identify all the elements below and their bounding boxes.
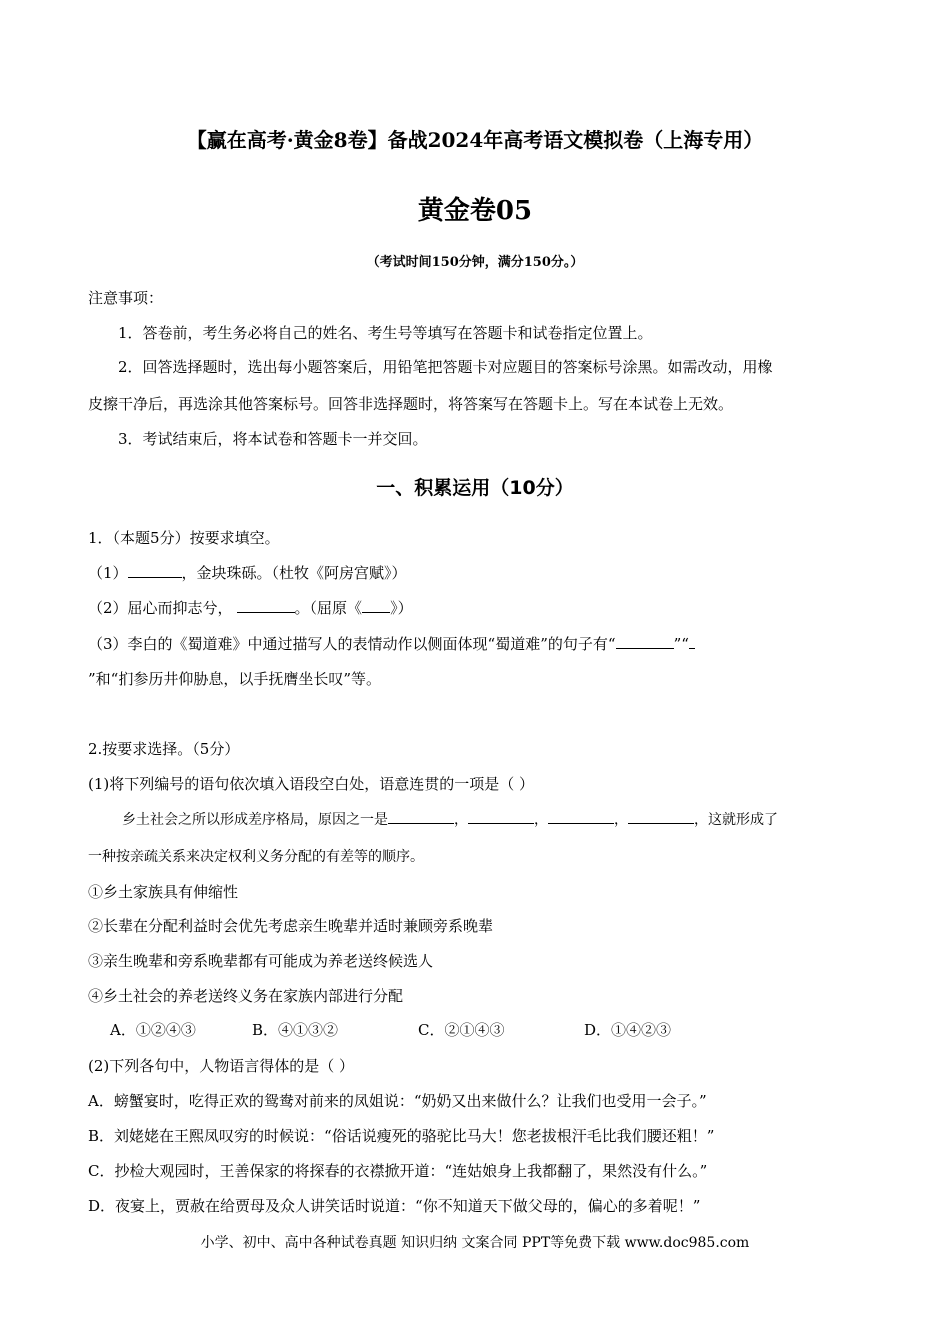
q1-part2	[88, 597, 413, 618]
q1-part1-suffix: ，金块珠砾。（杜牧《阿房宫赋》）	[181, 564, 407, 582]
q2-option-4: ④乡土社会的养老送终义务在家族内部进行分配	[88, 987, 404, 1005]
blank-line[interactable]	[237, 598, 295, 613]
note-item-2-line2: 皮擦干净后，再选涂其他答案标号。回答非选择题时，将答案写在答题卡上。写在本试卷上无效。	[88, 395, 734, 413]
q1-part3-prefix: （3）李白的《蜀道难》中通过描写人的表情动作以侧面体现“蜀道难”的句子有“	[88, 635, 616, 653]
q2-passage-suffix: ，这就形成了	[694, 812, 778, 828]
q2-option-2: ②长辈在分配利益时会优先考虑亲生晚辈并适时兼顾旁系晚辈	[88, 917, 494, 935]
q2-choice-b[interactable]: B．④①③②	[252, 1021, 339, 1039]
q1-part2-prefix: （2）屈心而抑志兮，	[88, 599, 233, 617]
blank-line[interactable]	[548, 809, 614, 824]
section-1-title: 一、积累运用（10分）	[376, 477, 574, 499]
q1-part3-line1	[88, 633, 695, 654]
blank-line[interactable]	[689, 634, 695, 649]
q2-choice-a[interactable]: A．①②④③	[110, 1021, 196, 1039]
q1-part1-prefix: （1）	[88, 564, 128, 582]
q2-answer-b[interactable]: B．刘姥姥在王熙凤叹穷的时候说：“俗话说瘦死的骆驼比马大！您老拔根汗毛比我们腰还粗！”	[88, 1127, 715, 1145]
q2-option-3: ③亲生晚辈和旁系晚辈都有可能成为养老送终候选人	[88, 952, 434, 970]
q2-answer-d[interactable]: D．夜宴上，贾赦在给贾母及众人讲笑话时说道：“你不知道天下做父母的，偏心的多着呢！”	[88, 1197, 701, 1215]
exam-info: （考试时间150分钟，满分150分。）	[366, 255, 584, 270]
q2-passage-line1: 乡土社会之所以形成差序格局，原因之一是 ， ， ， ，这就形成了	[122, 809, 778, 829]
blank-line[interactable]	[362, 598, 390, 613]
q1-part3-line2: ”和“扪参历井仰胁息，以手抚膺坐长叹”等。	[88, 670, 382, 688]
q1-part3-middle: ”“	[673, 635, 689, 653]
q1-stem: 1．（本题5分）按要求填空。	[88, 529, 280, 547]
note-item-2-line1: 2．回答选择题时，选出每小题答案后，用铅笔把答题卡对应题目的答案标号涂黑。如需改动，用橡	[118, 358, 773, 376]
q2-passage-prefix: 乡土社会之所以形成差序格局，原因之一是	[122, 812, 388, 828]
q2-stem: 2.按要求选择。（5分）	[88, 740, 240, 758]
blank-line[interactable]	[628, 809, 694, 824]
blank-line[interactable]	[468, 809, 534, 824]
q2-sub2: (2)下列各句中，人物语言得体的是（ ）	[88, 1057, 355, 1075]
blank-line[interactable]	[616, 634, 674, 649]
q2-answer-c[interactable]: C．抄检大观园时，王善保家的将探春的衣襟掀开道：“连姑娘身上我都翻了，果然没有什么。”	[88, 1162, 708, 1180]
q2-choice-c[interactable]: C．②①④③	[418, 1021, 505, 1039]
blank-line[interactable]	[388, 809, 454, 824]
q1-part1	[88, 562, 407, 583]
note-item-3: 3．考试结束后，将本试卷和答题卡一并交回。	[118, 430, 428, 448]
q2-passage-line2: 一种按亲疏关系来决定权利义务分配的有差等的顺序。	[88, 849, 424, 865]
blank-line[interactable]	[128, 563, 182, 578]
q1-part2-suffix: 》）	[390, 599, 413, 617]
q2-sub1: (1)将下列编号的语句依次填入语段空白处，语意连贯的一项是（ ）	[88, 775, 535, 793]
q2-answer-a[interactable]: A．螃蟹宴时，吃得正欢的鸳鸯对前来的凤姐说：“奶奶又出来做什么？让我们也受用一会子。”	[88, 1092, 707, 1110]
series-title: 【赢在高考·黄金8卷】备战2024年高考语文模拟卷（上海专用）	[186, 128, 764, 152]
paper-title: 黄金卷05	[417, 196, 533, 226]
q1-part2-middle: 。（屈原《	[294, 599, 363, 617]
q2-choice-d[interactable]: D．①④②③	[584, 1021, 672, 1039]
page-footer: 小学、初中、高中各种试卷真题 知识归纳 文案合同 PPT等免费下载 www.doc985.com	[200, 1235, 750, 1251]
note-item-1: 1．答卷前，考生务必将自己的姓名、考生号等填写在答题卡和试卷指定位置上。	[118, 324, 653, 342]
notes-heading: 注意事项：	[88, 289, 164, 307]
q2-option-1: ①乡土家族具有伸缩性	[88, 883, 239, 901]
